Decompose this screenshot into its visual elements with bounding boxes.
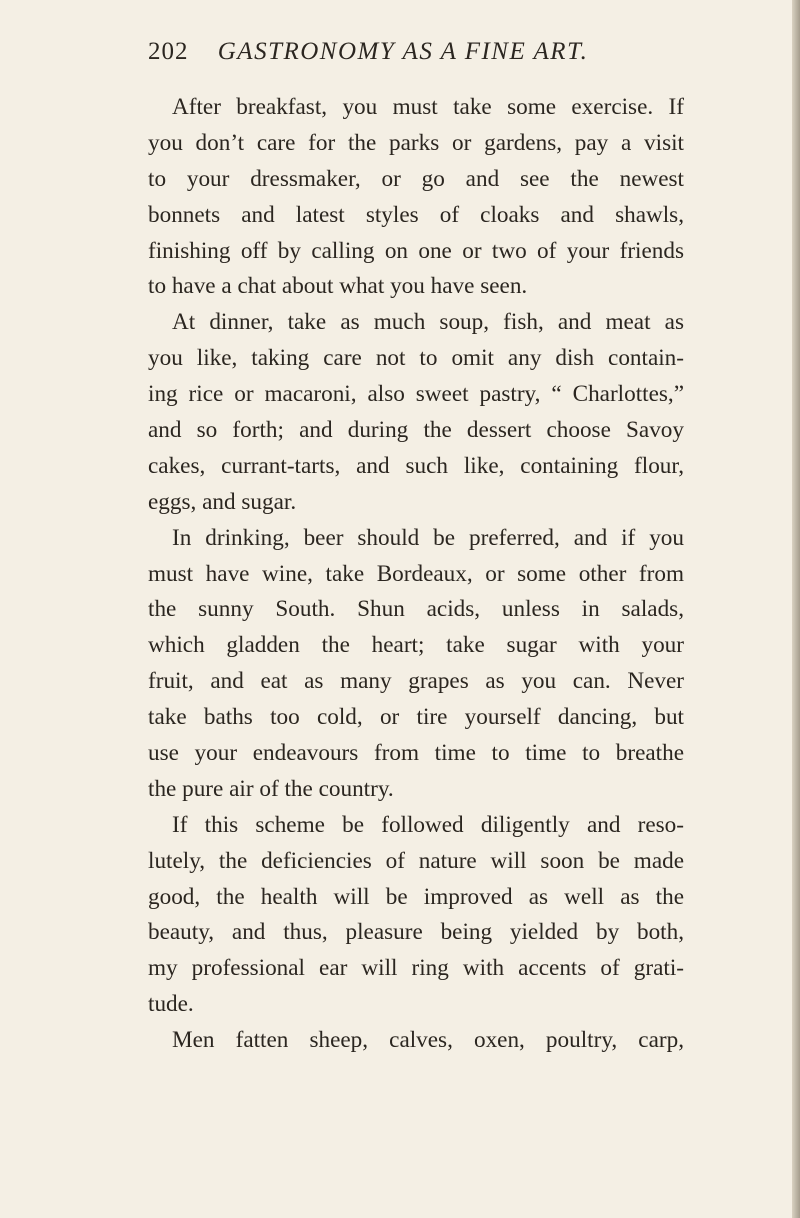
running-title: GASTRONOMY AS A FINE ART. <box>217 38 589 65</box>
text-line: lutely, the deficiencies of nature will soon be made <box>148 847 684 874</box>
text-line: After breakfast, you must take some exercise. If <box>172 94 684 120</box>
text-line: you like, taking care not to omit any dish contain- <box>148 345 684 372</box>
text-line: If this scheme be followed diligently and reso- <box>172 811 684 838</box>
text-line: In drinking, beer should be preferred, and if you <box>172 524 684 551</box>
running-head <box>148 38 668 78</box>
page-number: 202 <box>148 38 189 65</box>
text-line: bonnets and latest styles of cloaks and shawls, <box>148 201 684 228</box>
text-line: to your dressmaker, or go and see the newest <box>148 165 684 192</box>
text-line: my professional ear will ring with accents of grati- <box>148 955 684 982</box>
text-line: the sunny South. Shun acids, unless in salads, <box>148 596 684 623</box>
text-line: use your endeavours from time to time to breathe <box>148 740 684 767</box>
text-line: finishing off by calling on one or two of your friends <box>148 237 684 264</box>
text-line: eggs, and sugar. <box>148 488 297 515</box>
text-line: tude. <box>148 991 194 1018</box>
body-text <box>148 90 684 1059</box>
text-line: the pure air of the country. <box>148 775 394 802</box>
text-line: beauty, and thus, pleasure being yielded by both, <box>148 919 684 946</box>
text-line: good, the health will be improved as well as the <box>148 883 684 910</box>
text-line: take baths too cold, or tire yourself dancing, but <box>148 704 684 731</box>
text-line: ing rice or macaroni, also sweet pastry, “ Charlottes,” <box>148 381 684 408</box>
text-line: to have a chat about what you have seen. <box>148 273 528 300</box>
page-edge-shadow <box>792 0 800 1218</box>
text-line: which gladden the heart; take sugar with your <box>148 632 684 659</box>
text-line: cakes, currant-tarts, and such like, containing flour, <box>148 452 684 479</box>
text-line: Men fatten sheep, calves, oxen, poultry, carp, <box>172 1027 684 1054</box>
text-line: must have wine, take Bordeaux, or some other from <box>148 560 684 587</box>
text-line: fruit, and eat as many grapes as you can. Never <box>148 668 684 695</box>
text-line: and so forth; and during the dessert choose Savoy <box>148 417 684 444</box>
text-line: At dinner, take as much soup, fish, and meat as <box>172 309 684 336</box>
text-line: you don’t care for the parks or gardens, pay a visit <box>148 129 684 156</box>
